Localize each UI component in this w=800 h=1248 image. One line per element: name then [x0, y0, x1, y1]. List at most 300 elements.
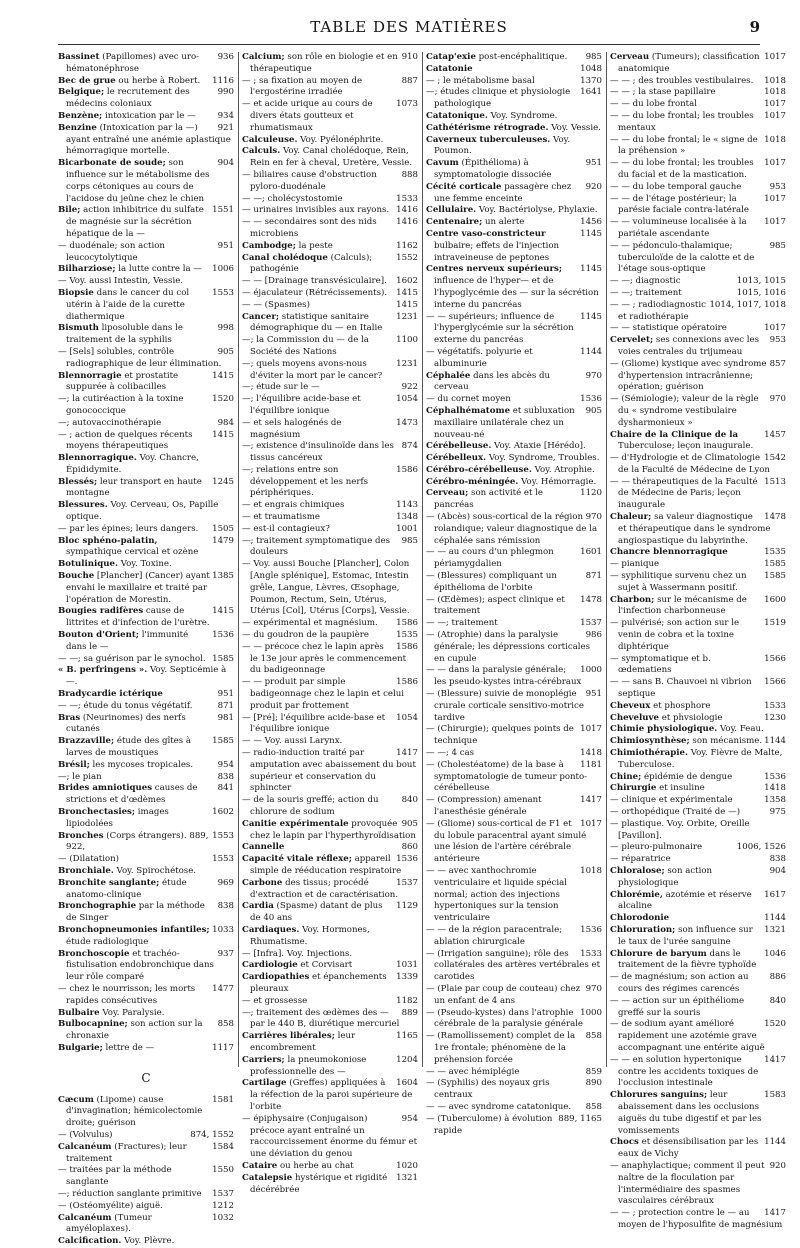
- entry-text: — éjaculateur (Rétrécissements).: [242, 287, 388, 298]
- index-entry: [58, 1165, 234, 1189]
- entry-text: ou herbe au chat: [277, 1160, 354, 1171]
- index-entry: [426, 925, 602, 949]
- entry-text: — clinique et expérimentale: [610, 795, 733, 806]
- entry-heading: Catap'exie: [426, 52, 476, 62]
- entry-page-ref: 1054: [396, 712, 418, 723]
- entry-heading: Centenaire;: [426, 217, 483, 228]
- index-entry: [610, 323, 786, 335]
- entry-heading: Chlorures sanguins;: [610, 1090, 708, 1101]
- entry-page-ref: 1600: [764, 594, 786, 605]
- entry-page-ref: 1519: [764, 618, 786, 629]
- entry-page-ref: 1143: [396, 500, 418, 511]
- entry-text: — est-il contagieux?: [242, 523, 330, 534]
- index-entry: [58, 866, 234, 878]
- entry-text: des tissus; procédé d'extraction et de caractérisation.: [250, 877, 399, 900]
- entry-text: —; relations entre son développement et les nerfs périphériques.: [242, 464, 369, 499]
- index-entry: [58, 783, 234, 807]
- entry-page-ref: 1533: [580, 948, 602, 959]
- index-entry: [426, 371, 602, 395]
- entry-text: — du goudron de la paupière: [242, 630, 369, 641]
- entry-text: — chez le nourrisson; les morts rapides consécutives: [58, 983, 196, 1006]
- entry-heading: Bec de grue: [58, 75, 116, 86]
- index-entry: [58, 52, 234, 76]
- entry-heading: Belgique;: [58, 87, 105, 98]
- index-entry: [58, 606, 234, 630]
- entry-page-ref: 1048: [580, 63, 602, 74]
- index-entry: [58, 288, 234, 323]
- entry-page-ref: 1553: [212, 287, 234, 298]
- index-entry: [610, 288, 786, 300]
- entry-heading: Chlorure de baryum: [610, 948, 707, 959]
- entry-heading: Calcanéum: [58, 1212, 112, 1223]
- entry-text: Tuberculose; leçon inaugurale.: [618, 441, 754, 452]
- entry-text: (Tumeur amyéloplaxes).: [66, 1212, 152, 1235]
- entry-page-ref: 1537: [580, 618, 602, 629]
- entry-text: étude des gîtes à larves de moustiques: [66, 736, 192, 759]
- entry-heading: Benzène;: [58, 110, 103, 121]
- entry-text: intoxication par le —: [102, 110, 196, 121]
- entry-heading: Bouton d'Orient;: [58, 630, 139, 641]
- entry-page-ref: 1073: [396, 99, 418, 110]
- entry-page-ref: 904: [217, 158, 234, 169]
- entry-page-ref: 1417: [580, 795, 602, 806]
- index-entry: [58, 807, 234, 831]
- entry-text: — Voy. aussi Bouche [Plancher], Colon [Angle splénique], Estomac, Intestin grêle, Langue, Lèvres, Œsophage, Poumon, Rectum, Sein, Utérus, Utérus [Col], Utérus [Corps], Vessie.: [242, 559, 410, 617]
- entry-page-ref: 1014, 1017, 1018: [709, 299, 786, 310]
- entry-page-ref: 1478: [764, 512, 786, 523]
- index-entry: [610, 1019, 786, 1054]
- entry-page-ref: 1416: [396, 217, 418, 228]
- entry-text: — végétatifs. polyurie et albuminurie: [426, 346, 533, 369]
- index-entry: [242, 52, 418, 76]
- index-entry: [610, 925, 786, 949]
- entry-page-ref: 1584: [212, 1141, 234, 1152]
- entry-text: et subluxation maxillaire unilatérale chez un nouveau-né: [434, 405, 575, 440]
- index-entry: [58, 536, 234, 560]
- entry-text: — (Ostéomyélite) aiguë.: [58, 1200, 163, 1211]
- entry-text: — — du lobe frontal; les troubles du facial et de la mastication.: [610, 158, 754, 180]
- index-entry: [242, 194, 418, 206]
- index-entry: [58, 87, 234, 111]
- index-entry: [242, 559, 418, 618]
- entry-text: passagère chez une femme enceinte: [434, 181, 572, 204]
- entry-heading: Bronches: [58, 830, 104, 841]
- entry-page-ref: 1120: [580, 488, 602, 499]
- entry-page-ref: 1536: [580, 924, 602, 935]
- entry-page-ref: 1477: [212, 983, 234, 994]
- index-entry: [242, 1078, 418, 1113]
- entry-text: — ; le métabolisme basal: [426, 75, 535, 86]
- index-entry: [426, 394, 602, 406]
- entry-heading: Cardiopathies: [242, 972, 310, 983]
- entry-heading: Bilharziose;: [58, 264, 116, 275]
- entry-text: — — avec hémiplégie: [426, 1066, 520, 1077]
- index-entry: [242, 99, 418, 134]
- entry-text: images lipiodolées: [66, 807, 169, 829]
- entry-heading: Canal cholédoque: [242, 252, 328, 263]
- entry-page-ref: 1641: [580, 87, 602, 98]
- entry-text: — (Volvulus): [58, 1129, 113, 1140]
- entry-text: — — ; protection contre le — au moyen de l'hyposulfite de magnésium: [610, 1208, 783, 1230]
- entry-heading: Chimiothérapie.: [610, 748, 688, 759]
- entry-text: et désensibilisation par les eaux de Vichy: [618, 1137, 759, 1160]
- entry-page-ref: 1144: [764, 913, 786, 924]
- index-entry: [426, 229, 602, 264]
- entry-page-ref: 905: [217, 346, 234, 357]
- entry-page-ref: 921: [217, 122, 234, 133]
- index-entry: [426, 595, 602, 619]
- entry-page-ref: 1370: [580, 75, 602, 86]
- entry-text: — (Compression) amenant l'anesthésie générale: [426, 795, 542, 817]
- entry-page-ref: 954: [401, 1113, 418, 1124]
- entry-text: étude radiologique: [66, 936, 149, 947]
- entry-page-ref: 1536: [764, 771, 786, 782]
- page-number: 9: [749, 18, 760, 36]
- entry-page-ref: 1602: [396, 276, 418, 287]
- entry-text: Voy. Pyélonéphrite.: [297, 134, 384, 145]
- index-entry: [58, 1130, 234, 1142]
- entry-text: — (Gliome) sous-cortical de F1 et du lobule paracentral ayant simulé une lésion de l'artère cérébrale antérieure: [426, 818, 587, 865]
- entry-page-ref: 1054: [396, 394, 418, 405]
- entry-page-ref: 1417: [396, 748, 418, 759]
- index-entry: [426, 205, 602, 217]
- index-entry: [426, 1031, 602, 1066]
- entry-heading: Chocs: [610, 1137, 639, 1148]
- entry-page-ref: 1032: [212, 1212, 234, 1223]
- entry-heading: Céphalée: [426, 370, 471, 381]
- entry-page-ref: 1415: [396, 299, 418, 310]
- entry-text: — — volumineuse localisée à la pariétale ascendante: [610, 217, 747, 239]
- entry-page-ref: 1017: [764, 110, 786, 121]
- entry-page-ref: 887: [401, 75, 418, 86]
- entry-text: — et sels halogénés de magnésium: [242, 417, 342, 440]
- entry-heading: Chloruration;: [610, 924, 676, 935]
- entry-heading: Cérébro-méningée.: [426, 476, 519, 487]
- entry-heading: Céphalhématome: [426, 405, 511, 416]
- entry-page-ref: 904: [769, 865, 786, 876]
- index-entry: [426, 64, 602, 76]
- entry-text: sympathique cervical et ozène: [66, 547, 199, 558]
- index-entry: [610, 783, 786, 795]
- entry-page-ref: 1117: [212, 1042, 234, 1053]
- entry-text: son action physiologique: [618, 865, 713, 888]
- entry-page-ref: 1339: [396, 972, 418, 983]
- entry-text: — radio-induction traité par amputation avec abaissement du bout supérieur et conservation du sphincter: [242, 748, 416, 794]
- index-entry: [242, 795, 418, 819]
- index-entry: [426, 949, 602, 984]
- entry-heading: Cardiologie: [242, 960, 298, 971]
- index-entry: [426, 123, 602, 135]
- index-entry: [610, 724, 786, 736]
- entry-text: Voy. Hormones, Rhumatisme.: [250, 924, 370, 947]
- index-entry: [58, 831, 234, 855]
- entry-text: (Corps étrangers). 889, 922,: [66, 830, 209, 853]
- index-entry: [242, 76, 418, 100]
- entry-page-ref: 838: [217, 901, 234, 912]
- index-entry: [610, 547, 786, 559]
- entry-page-ref: 1145: [580, 264, 602, 275]
- index-entry: [426, 465, 602, 477]
- index-entry: [58, 878, 234, 902]
- entry-text: Voy. Vessie.: [548, 122, 601, 133]
- entry-heading: Bras: [58, 712, 81, 723]
- index-entry: [610, 1161, 786, 1208]
- entry-page-ref: 859: [585, 1066, 602, 1077]
- entry-page-ref: 975: [769, 807, 786, 817]
- entry-heading: Chlorémie,: [610, 889, 663, 900]
- entry-page-ref: 1415: [212, 429, 234, 440]
- entry-text: — (Chirurgie); quelques points de technique: [426, 724, 574, 747]
- entry-page-ref: 1000: [580, 1007, 602, 1018]
- index-entry: [610, 949, 786, 973]
- entry-text: (Neurinomes) des nerfs cutanés: [66, 712, 186, 735]
- index-entry: [242, 253, 418, 277]
- entry-heading: Cellulaire.: [426, 205, 477, 216]
- index-entry: [242, 1008, 418, 1032]
- index-entry: [242, 854, 418, 878]
- entry-page-ref: 951: [217, 240, 234, 251]
- entry-heading: Blennorragie: [58, 370, 122, 381]
- index-entry: [242, 630, 418, 642]
- index-entry: [242, 512, 418, 524]
- entry-heading: Cérébelleuse.: [426, 441, 492, 452]
- entry-text: [Plancher] (Cancer) ayant envahi le maxillaire et traité par l'opération de Morestin.: [66, 571, 210, 605]
- entry-heading: Catatonique.: [426, 110, 488, 121]
- entry-text: — — Voy. aussi Larynx.: [242, 736, 343, 747]
- entry-heading: Cheveluve: [610, 712, 659, 723]
- entry-text: —; traitement symptomatique des douleurs: [242, 535, 391, 558]
- entry-text: — (Dilatation): [58, 854, 120, 865]
- entry-page-ref: 1231: [396, 358, 418, 369]
- index-entry: [426, 689, 602, 724]
- entry-text: statistique sanitaire démographique du — en Italie: [250, 311, 383, 334]
- index-entry: [610, 854, 786, 866]
- index-entry: [242, 205, 418, 217]
- entry-page-ref: 1566: [764, 677, 786, 688]
- index-entry: [58, 76, 234, 88]
- entry-text: Voy. Hémorragie.: [518, 476, 597, 487]
- entry-text: Voy. Bactériolyse, Phylaxie.: [476, 205, 598, 216]
- entry-text: bulbaire; effets de l'injection intraveineuse de peptones: [434, 240, 560, 263]
- index-entry: [242, 418, 418, 442]
- index-entry: [610, 276, 786, 288]
- entry-page-ref: 1586: [396, 677, 418, 688]
- index-entry: [58, 323, 234, 347]
- entry-text: — d'Hydrologie et de Climatologie de la Faculté de Médecine de Lyon: [610, 453, 770, 475]
- entry-text: son action sur la chronaxie: [66, 1019, 203, 1042]
- index-entry: [58, 371, 234, 395]
- index-entry: [58, 347, 234, 371]
- entry-page-ref: 1230: [764, 712, 786, 723]
- index-entry: [242, 677, 418, 712]
- entry-text: — traitées par la méthode sanglante: [58, 1165, 172, 1188]
- index-entry: [242, 135, 418, 147]
- entry-text: Voy. Plèvre.: [121, 1236, 175, 1247]
- entry-heading: Carriers;: [242, 1054, 285, 1065]
- entry-page-ref: 1536: [396, 854, 418, 865]
- index-entry: [610, 76, 786, 88]
- entry-heading: Chine;: [610, 771, 642, 782]
- index-entry: [58, 1019, 234, 1043]
- index-entry: [610, 713, 786, 725]
- entry-page-ref: 1415: [396, 287, 418, 298]
- entry-heading: Chlorodonie: [610, 913, 670, 924]
- index-entry: [610, 618, 786, 653]
- entry-page-ref: 1586: [396, 618, 418, 629]
- index-entry: [610, 1208, 786, 1232]
- entry-text: — —; 4 cas: [426, 748, 475, 759]
- entry-page-ref: 841: [217, 783, 234, 794]
- entry-text: —; l'équilibre acide-base et l'équilibre ionique: [242, 394, 361, 416]
- entry-page-ref: 1144: [580, 346, 602, 357]
- entry-page-ref: 934: [217, 110, 234, 121]
- entry-text: (Épithélioma) à symptomatologie dissociée: [434, 158, 552, 180]
- entry-heading: Cannelle: [242, 842, 285, 853]
- entry-heading: Benzine: [58, 122, 97, 133]
- entry-page-ref: 874, 1552: [190, 1129, 234, 1140]
- index-entry: [426, 488, 602, 512]
- entry-text: — (Syphilis) des noyaux gris centraux: [426, 1078, 550, 1101]
- index-entry: [426, 795, 602, 819]
- entry-page-ref: 890: [585, 1078, 602, 1089]
- entry-text: — — produit par simple badigeonnage chez le lapin et celui produit par frottement: [242, 677, 404, 711]
- index-entry: [242, 819, 418, 843]
- entry-text: leur transport en haute montagne: [66, 476, 202, 499]
- entry-page-ref: 1020: [396, 1160, 418, 1171]
- index-entry: [610, 394, 786, 429]
- entry-page-ref: 951: [585, 158, 602, 169]
- index-entry: [426, 1067, 602, 1079]
- entry-page-ref: 1535: [764, 547, 786, 558]
- entry-heading: Cheveux: [610, 700, 651, 711]
- index-entry: [610, 972, 786, 996]
- entry-heading: Charbon;: [610, 594, 655, 605]
- index-entry: [58, 394, 234, 418]
- entry-page-ref: 1017: [764, 158, 786, 169]
- index-entry: [58, 689, 234, 701]
- entry-heading: Blessures.: [58, 500, 108, 511]
- index-entry: [242, 901, 418, 925]
- entry-page-ref: 858: [585, 1101, 602, 1112]
- entry-page-ref: 970: [769, 394, 786, 405]
- entry-heading: Blessés;: [58, 476, 98, 487]
- entry-page-ref: 1000: [580, 665, 602, 676]
- index-entry: [242, 441, 418, 465]
- index-entry: [610, 807, 786, 819]
- index-entry: [610, 453, 786, 477]
- entry-heading: Bulbaire: [58, 1007, 100, 1018]
- entry-page-ref: 860: [401, 842, 418, 853]
- entry-page-ref: 1231: [396, 311, 418, 322]
- entry-page-ref: 1551: [212, 205, 234, 216]
- index-entry: [426, 665, 602, 689]
- index-entry: [610, 571, 786, 595]
- entry-heading: Brésil;: [58, 759, 90, 770]
- entry-page-ref: 1533: [764, 700, 786, 711]
- header-rule: [58, 44, 760, 45]
- entry-text: Voy. Feau.: [717, 724, 764, 735]
- index-entry: [242, 359, 418, 383]
- entry-page-ref: 874: [401, 441, 418, 452]
- entry-text: — (Plaie par coup de couteau) chez un enfant de 4 ans: [426, 983, 581, 1006]
- entry-text: — épiphysaire (Conjugaison) précoce ayant entraîné un raccourcissement énorme du fémur et une déviation du genou: [242, 1113, 418, 1160]
- entry-heading: Cartilage: [242, 1078, 287, 1089]
- entry-list: [610, 52, 786, 1232]
- entry-page-ref: 1017: [764, 52, 786, 62]
- entry-text: — de magnésium; son action au cours des régimes carencés: [610, 972, 749, 994]
- entry-text: — et grossesse: [242, 995, 308, 1006]
- entry-list: [242, 52, 418, 1196]
- index-entry: [242, 1055, 418, 1079]
- entry-text: Voy. Atrophie.: [531, 464, 595, 475]
- entry-page-ref: 1585: [212, 653, 234, 664]
- entry-page-ref: 1456: [580, 217, 602, 228]
- index-entry: [58, 477, 234, 501]
- entry-page-ref: 1144: [764, 1137, 786, 1148]
- entry-heading: Bassinet: [58, 52, 100, 62]
- entry-text: — — du lobe frontal; les troubles mentaux: [610, 110, 754, 133]
- entry-heading: Bronchectasies;: [58, 807, 136, 817]
- index-entry: [58, 1201, 234, 1213]
- entry-heading: Caverneux tuberculeuses.: [426, 134, 551, 145]
- index-entry: [58, 1236, 234, 1248]
- entry-heading: Chimiosynthèse;: [610, 736, 690, 747]
- entry-page-ref: 1537: [212, 1188, 234, 1199]
- entry-text: — et traumatisme: [242, 512, 320, 523]
- entry-page-ref: 858: [217, 1019, 234, 1030]
- index-entry: [610, 359, 786, 394]
- entry-page-ref: 1031: [396, 960, 418, 971]
- entry-text: l'immunité dans le —: [66, 630, 189, 652]
- entry-page-ref: 858: [585, 1031, 602, 1042]
- index-column-2: [242, 52, 418, 1195]
- entry-text: — anaphylactique; comment il peut naître de la floculation par l'intermédiaire des spasmes vasculaires cérébraux: [610, 1160, 765, 1207]
- index-entry: [610, 430, 786, 454]
- index-entry: [242, 217, 418, 241]
- entry-page-ref: 1416: [396, 205, 418, 216]
- index-entry: [58, 453, 234, 477]
- entry-text: —; autovaccinothérapie: [58, 417, 162, 428]
- index-entry: [610, 194, 786, 218]
- entry-heading: Cérébro-cérébelleuse.: [426, 464, 532, 475]
- entry-page-ref: 1417: [764, 1054, 786, 1065]
- entry-page-ref: 1581: [212, 1094, 234, 1105]
- entry-heading: Bronchite sanglante;: [58, 877, 160, 888]
- index-entry: [610, 300, 786, 324]
- entry-page-ref: 1006, 1526: [736, 842, 786, 853]
- entry-text: — (Ramollissement) complet de la 1re frontale; phénomène de la préhension forcée: [426, 1031, 576, 1065]
- entry-text: et épanchements pleuraux: [250, 972, 387, 994]
- entry-text: — [Pré]; l'équilibre acide-base et l'équilibre ionique: [242, 712, 386, 735]
- entry-text: — (Œdèmes); aspect clinique et traitement: [426, 594, 565, 617]
- entry-text: — (Tuberculome) à évolution rapide: [426, 1113, 553, 1136]
- entry-text: — — action sur un épithéliome greffé sur la souris: [610, 995, 745, 1018]
- index-entry: [426, 312, 602, 347]
- entry-text: — et acide urique au cours de divers états goutteux et rhumatismaux: [242, 99, 373, 133]
- entry-heading: Bronchographie: [58, 901, 137, 912]
- entry-text: provoquée chez le lapin par l'hyperthyroïdisation: [250, 818, 416, 841]
- entry-text: — (Pseudo-kystes) dans l'atrophie cérébrale de la paralysie générale: [426, 1007, 584, 1030]
- index-entry: [610, 913, 786, 925]
- entry-text: Voy. Septicémie à —.: [66, 665, 227, 688]
- index-entry: [426, 571, 602, 595]
- index-entry: [58, 241, 234, 265]
- index-entry: [610, 135, 786, 159]
- entry-heading: Centres nerveux supérieurs;: [426, 264, 563, 275]
- entry-text: (Tumeurs); classification anatomique: [618, 52, 760, 74]
- entry-page-ref: 920: [769, 1160, 786, 1171]
- entry-text: Voy. Toxine.: [117, 559, 172, 570]
